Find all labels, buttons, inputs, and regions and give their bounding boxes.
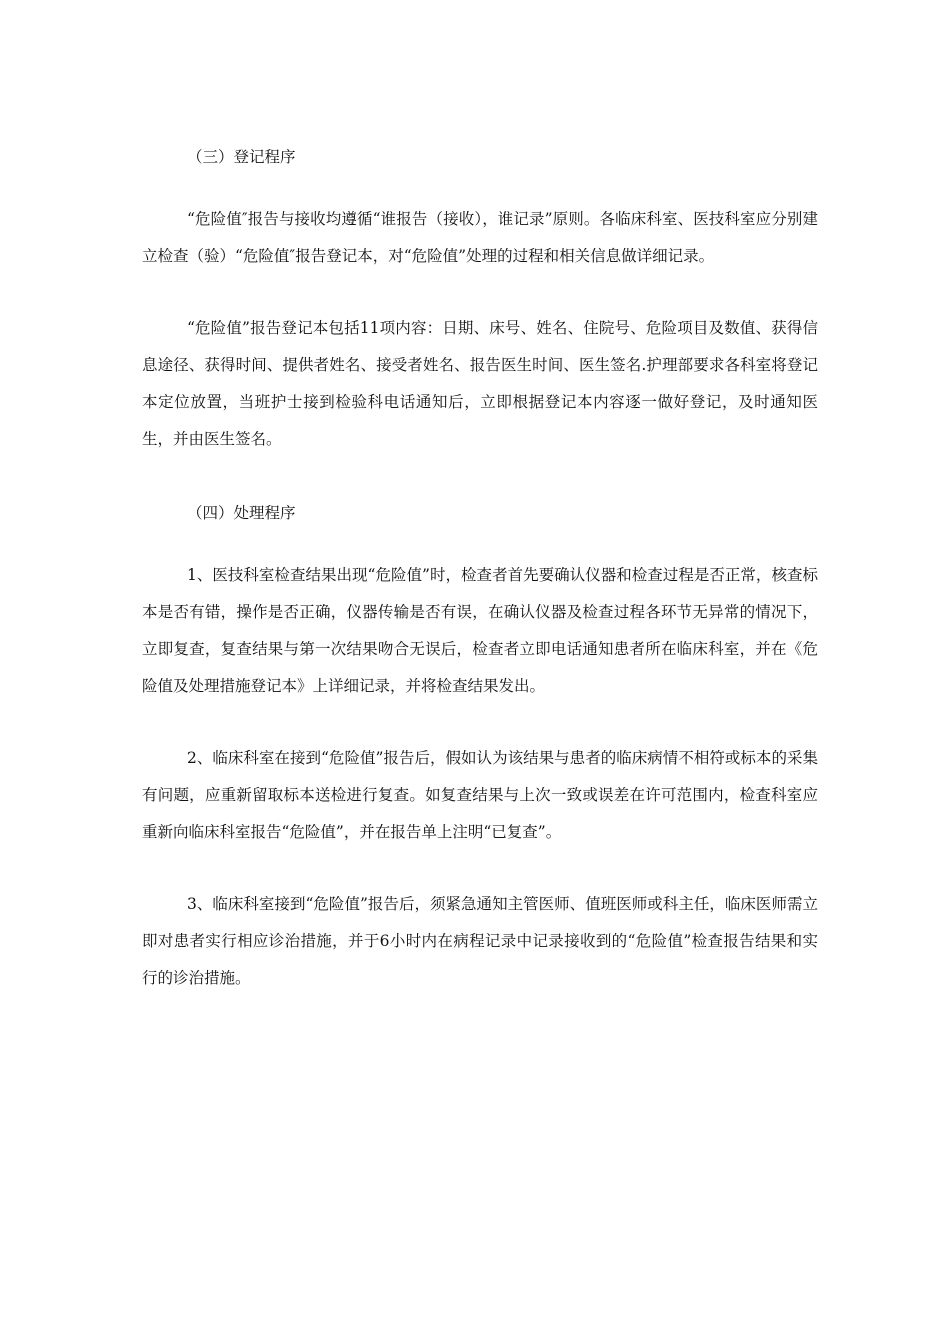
section-title-registration: （三）登记程序 [186, 148, 296, 166]
paragraph-handling-step-2: 2、临床科室在接到“危险值”报告后，假如认为该结果与患者的临床病情不相符或标本的采集有问题，应重新留取标本送检进行复查。如复查结果与上次一致或误差在许可范围内，检查科室应重新向临床科室报告“危险值”，并在报告单上注明“已复查”。 [142, 749, 818, 841]
spacer [142, 851, 818, 886]
spacer [142, 275, 818, 310]
spacer [142, 458, 818, 493]
paragraph-handling-step-3: 3、临床科室接到“危险值”报告后，须紧急通知主管医师、值班医师或科主任，临床医师需立即对患者实行相应诊治措施，并于6小时内在病程记录中记录接收到的“危险值”检查报告结果和实行的诊治措施。 [142, 895, 818, 987]
spacer [142, 177, 818, 201]
paragraph-registration-principle: “危险值″报告与接收均遵循“谁报告（接收），谁记录”原则。各临床科室、医技科室应分别建立检查（验）“危险值″报告登记本，对“危险值”处理的过程和相关信息做详细记录。 [142, 210, 818, 265]
document-body [142, 137, 818, 997]
section-title-handling: （四）处理程序 [186, 504, 296, 522]
paragraph-handling-step-1: 1、医技科室检查结果出现“危险值”时，检查者首先要确认仪器和检查过程是否正常，核查标本是否有错，操作是否正确，仪器传输是否有误，在确认仪器及检查过程各环节无异常的情况下，立即复查，复查结果与第一次结果吻合无误后，检查者立即电话通知患者所在临床科室，并在《危险值及处理措施登记本》上详细记录，并将检查结果发出。 [142, 566, 818, 695]
spacer [142, 705, 818, 740]
spacer [142, 533, 818, 557]
paragraph-registration-contents: “危险值”报告登记本包括11项内容：日期、床号、姓名、住院号、危险项目及数值、获得信息途径、获得时间、提供者姓名、接受者姓名、报告医生时间、医生签名.护理部要求各科室将登记本定位放置，当班护士接到检验科电话通知后，立即根据登记本内容逐一做好登记，及时通知医生，并由医生签名。 [142, 319, 818, 448]
